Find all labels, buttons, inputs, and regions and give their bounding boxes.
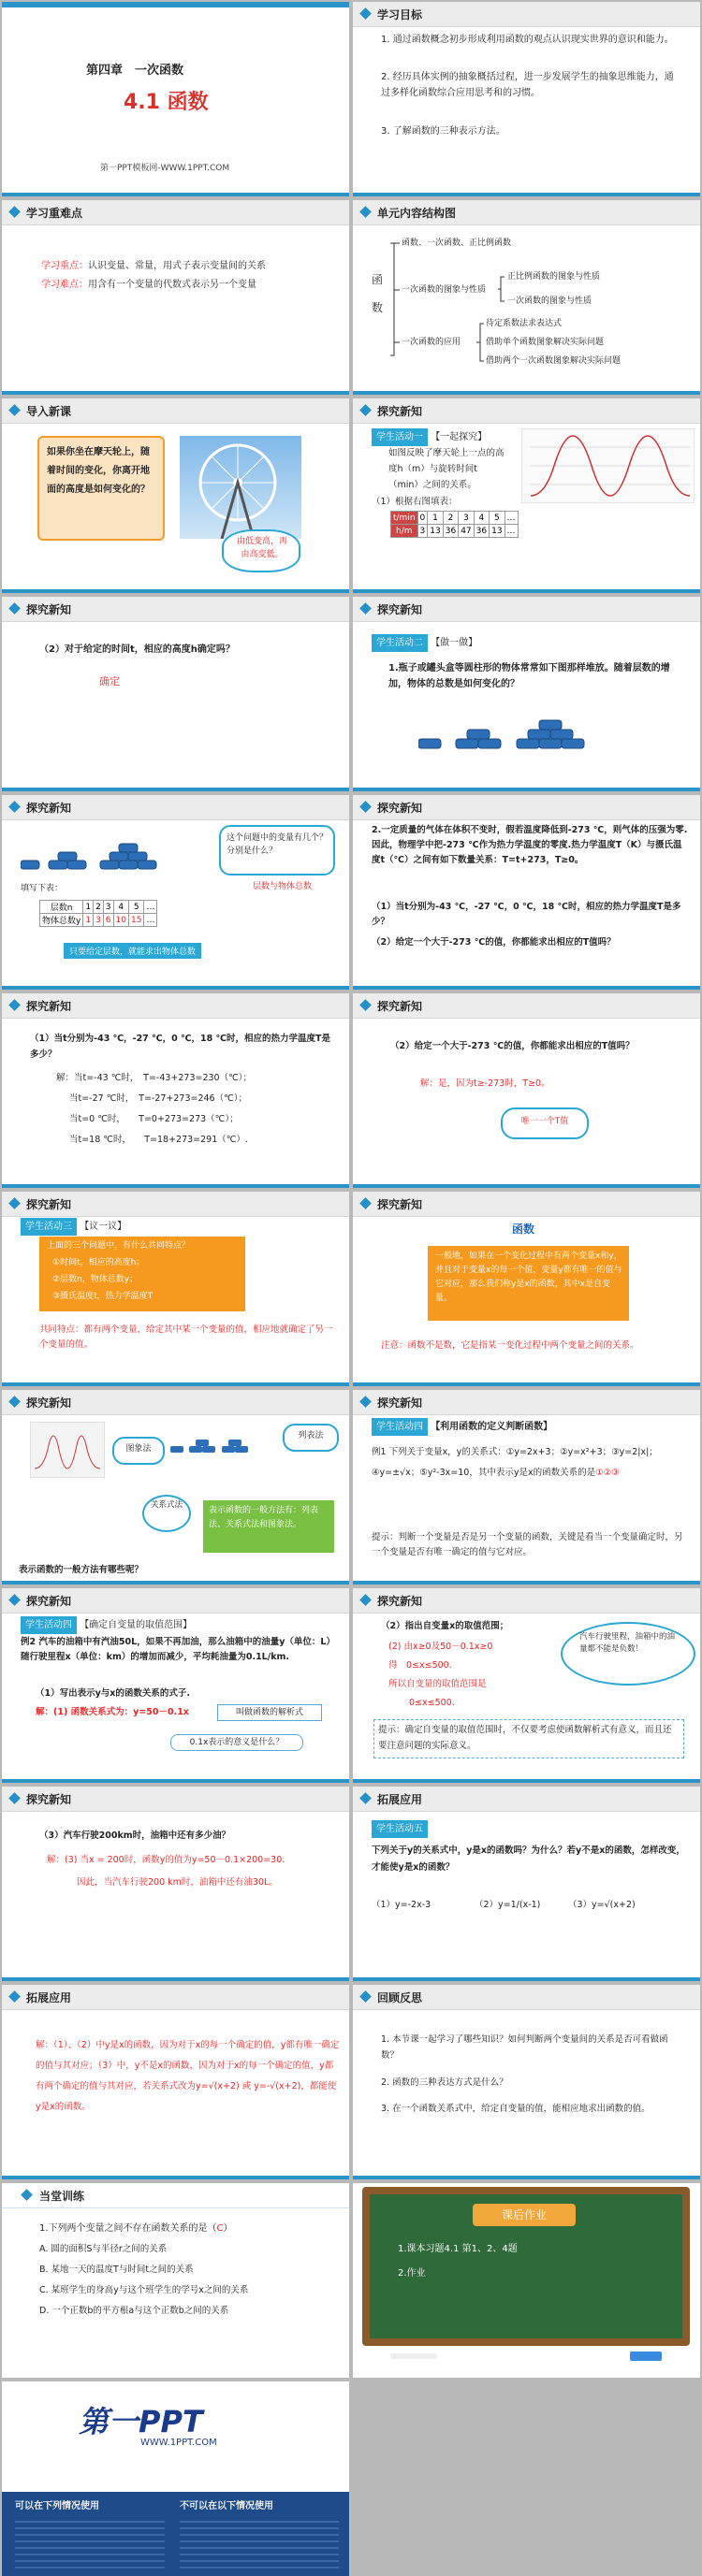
slide-explore-12: [2, 1787, 349, 1981]
key-label: 学习重点：: [41, 261, 88, 271]
diamond-icon: [8, 1990, 21, 2003]
key-text: 认识变量、常量，用式子表示变量间的关系: [88, 261, 266, 271]
diamond-icon: [359, 1990, 372, 2003]
node-mid-b: 一次函数的图象与性质: [507, 297, 592, 306]
question: 下列关于y的关系式中，y是x的函数吗？为什么？若y不是x的函数，怎样改变，才能使y是x的函数？: [372, 1845, 685, 1873]
slide-practice: [2, 2183, 349, 2378]
option: B. 某地一天的温度T与时间t之间的关系: [39, 2265, 194, 2275]
homework-item: 1.课本习题4.1 第1、2、4题: [398, 2244, 518, 2254]
diamond-icon: [8, 1197, 21, 1209]
diamond-icon: [21, 2189, 33, 2201]
activity-tag: 学生活动四: [21, 1616, 77, 1634]
slide-header: 探究新知: [377, 802, 423, 815]
site-url: WWW.1PPT.COM: [140, 2438, 217, 2448]
summary: 共同特点：都有两个变量，给定其中某一个变量的值，相应地就确定了另一个变量的值。: [39, 1324, 333, 1350]
slide-objectives: [353, 2, 700, 196]
option: C. 某班学生的身高y与这个班学生的学号x之间的关系: [39, 2285, 249, 2295]
slide-header: 探究新知: [26, 1198, 72, 1211]
slide-header: 探究新知: [377, 603, 423, 616]
solution-line: (2) 由x≥0及50－0.1x≥0: [388, 1642, 493, 1652]
node-top: 函数、一次函数、正比例函数: [402, 239, 512, 248]
slide-definition: [353, 1192, 700, 1386]
option: （2）y=1/(x-1): [475, 1900, 541, 1910]
slide-header: 探究新知: [26, 1595, 72, 1608]
discuss-box: 上面的三个问题中，有什么共同特点？ ①时间t，相应的高度h； ②层数n，物体总数y； ③摄氏温度t，热力学温度T: [39, 1237, 245, 1311]
slide-explore-10: [2, 1588, 349, 1783]
logo-area: [2, 2381, 349, 2492]
slide-title: [2, 2, 349, 196]
solution-line: 当t=-27 ℃时， T=-27+273=246（℃）；: [69, 1093, 248, 1104]
review-item: 1. 本节课一起学习了哪些知识？如何判断两个变量间的关系是否可看做函数？: [381, 2034, 668, 2061]
question-1: （1）当t分别为-43 ℃，-27 ℃，0 ℃，18 ℃时，相应的热力学温度T是多少？: [372, 902, 681, 927]
question-bubble: 这个问题中的变量有几个？分别是什么？: [219, 825, 335, 876]
slide-header: 探究新知: [377, 1198, 423, 1211]
chapter-label: 第四章 一次函数: [86, 64, 184, 78]
stack-table: 层数n 1 2 3 4 5 … 物体总数y 1 3 6 10 15 …: [39, 900, 157, 927]
homework-title: 课后作业: [473, 2204, 576, 2226]
activity-title: 【确定自变量的取值范围】: [80, 1620, 193, 1630]
option: （3）y=√(x+2): [568, 1900, 636, 1910]
diamond-icon: [8, 1594, 21, 1606]
activity-title: 【利用函数的定义判断函数】: [431, 1422, 553, 1432]
question: （1）当t分别为-43 ℃，-27 ℃，0 ℃，18 ℃时，相应的热力学温度T是多少？: [30, 1034, 331, 1060]
warning-bubble: 汽车行驶里程，油箱中的油量都不能是负数！: [561, 1622, 695, 1686]
height-time-graph: [521, 428, 695, 503]
diamond-icon: [359, 1197, 372, 1209]
slide-header: 探究新知: [377, 1397, 423, 1410]
homework-item: 2.作业: [398, 2268, 426, 2279]
graph-thumbnail: [30, 1422, 105, 1478]
formula-name-box: 叫做函数的解析式: [217, 1704, 322, 1721]
forbidden-list: [180, 2516, 339, 2569]
blackboard-frame: [362, 2187, 690, 2346]
meaning-box: 0.1x表示的意义是什么？: [170, 1734, 303, 1751]
fill-instruction: 填写下表：: [21, 884, 64, 893]
slide-header: 拓展应用: [377, 1793, 423, 1806]
definition-box: 一般地，如果在一个变化过程中有两个变量x和y，并且对于变量x的每一个值，变量y都有唯一的值与它对应，那么我们称y是x的函数，其中x是自变量。: [428, 1246, 629, 1321]
slide-explore-9: [353, 1390, 700, 1585]
cylinder-stacks: [418, 702, 634, 761]
slide-header: 学习重难点: [26, 207, 83, 220]
diamond-icon: [8, 1396, 21, 1408]
diamond-icon: [359, 602, 372, 615]
option: D. 一个正数b的平方根a与这个正数b之间的关系: [39, 2306, 229, 2316]
slide-header: 导入新课: [26, 405, 72, 418]
question-box: 如果你坐在摩天轮上，随着时间的变化，你离开地面的高度是如何变化的？: [37, 436, 165, 541]
diamond-icon: [8, 206, 21, 218]
answer: 层数与物体总数: [253, 882, 313, 891]
solution-line: 0≤x≤500.: [409, 1698, 455, 1708]
usage-allowed-title: 可以在下列情况使用: [15, 2501, 99, 2511]
question: （2）给定一个大于-273 ℃的值，你都能求出相应的T值吗？: [390, 1041, 635, 1051]
answer: 解：是，因为t≥-273时，T≥0。: [420, 1078, 550, 1089]
slide-header: 学习目标: [377, 8, 423, 22]
slide-explore-2: [2, 597, 349, 791]
cylinder-stacks: [21, 832, 208, 883]
chalk: [390, 2353, 437, 2359]
solution-line: 当t=0 ℃时， T=0+273=273（℃）；: [69, 1114, 239, 1124]
diamond-icon: [8, 404, 21, 416]
solution-line: 所以自变量的取值范围是: [388, 1679, 487, 1689]
slide-header: 探究新知: [26, 1000, 72, 1013]
note: 注意：函数不是数，它是指某一变化过程中两个变量之间的关系。: [381, 1340, 639, 1351]
diamond-icon: [359, 999, 372, 1011]
question: 1.瓶子或罐头盒等圆柱形的物体常常如下图那样堆放。随着层数的增加，物体的总数是如何变化的？: [388, 663, 670, 689]
ferris-wheel-image: [180, 436, 301, 539]
question-2: （2）给定一个大于-273 ℃的值，你都能求出相应的T值吗？: [372, 937, 616, 948]
slide-explore-6: [2, 993, 349, 1188]
objective-1: 1. 通过函数概念初步形成利用函数的观点认识现实世界的意识和能力。: [381, 35, 674, 45]
question: （2）指出自变量x的取值范围；: [381, 1621, 509, 1631]
node-mid: 一次函数的图象与性质: [402, 285, 487, 295]
diamond-icon: [359, 801, 372, 813]
slide-representation: [2, 1390, 349, 1585]
usage-forbidden-title: 不可以在以下情况使用: [180, 2501, 273, 2511]
site-logo: 第一PPT: [79, 2404, 203, 2439]
review-item: 2. 函数的三种表达方式是什么？: [381, 2077, 508, 2088]
slide-explore-3: [353, 597, 700, 791]
slide-end: [2, 2381, 349, 2576]
question: （1）写出表示y与x的函数关系的式子.: [36, 1688, 191, 1699]
question: （3）汽车行驶200km时，油箱中还有多少油？: [39, 1831, 231, 1841]
slide-header: 拓展应用: [26, 1991, 72, 2004]
formula-method-bubble: 关系式法: [142, 1495, 191, 1532]
slide-header: 当堂训练: [39, 2190, 85, 2203]
review-item: 3. 在一个函数关系式中，给定自变量的值，能相应地求出函数的值。: [381, 2104, 651, 2114]
diamond-icon: [8, 602, 21, 615]
slide-header: 探究新知: [377, 1000, 423, 1013]
slide-header: 探究新知: [26, 802, 72, 815]
diamond-icon: [359, 404, 372, 416]
node-bot-c: 借助两个一次函数图象解决实际问题: [486, 356, 622, 366]
activity-tag: 学生活动一: [372, 428, 428, 446]
diamond-icon: [8, 999, 21, 1011]
slide-extension-1: [353, 1787, 700, 1981]
slide-explore-8: [2, 1192, 349, 1386]
unique-bubble: 唯一一个T值: [501, 1107, 589, 1139]
note-banner: 只要给定层数，就能求出物体总数: [64, 943, 201, 959]
answer-bubble: 由低变高，再由高变低。: [222, 529, 300, 572]
description: 如图反映了摩天轮上一点的高度h（m）与旋转时间t（min）之间的关系。: [388, 448, 505, 490]
activity-tag: 学生活动三: [21, 1218, 77, 1236]
example: 例1 下列关于变量x，y的关系式：①y=2x+3；②y=x²+3；③y=2|x|；④y=±√x；⑤y²-3x=10，其中表示y是x的函数关系的是①②③: [372, 1447, 658, 1478]
answer: 解：(1) 函数关系式为：y=50－0.1x: [36, 1707, 189, 1717]
diamond-icon: [8, 801, 21, 813]
slide-explore-11: [353, 1588, 700, 1783]
cylinder-stacks: [170, 1427, 255, 1459]
slide-explore-4: [2, 795, 349, 990]
solution-line: 解：当t=-43 ℃时， T=-43+273=230（℃）；: [56, 1073, 253, 1083]
blackboard: [370, 2194, 682, 2338]
option: （1）y=-2x-3: [372, 1900, 431, 1910]
diamond-icon: [359, 7, 372, 20]
activity-title: 【做一做】: [431, 638, 478, 648]
diamond-icon: [359, 1594, 372, 1606]
slide-key-points: [2, 200, 349, 395]
practice-question: 1.下列两个变量之间不存在函数关系的是（C）: [39, 2223, 233, 2234]
definition-title: 函数: [512, 1223, 535, 1236]
table-method-bubble: 列表法: [283, 1424, 339, 1452]
slide-header: 单元内容结构图: [377, 207, 457, 220]
option: A. 圆的面积S与半径r之间的关系: [39, 2244, 168, 2254]
slide-header: 探究新知: [26, 603, 72, 616]
node-bot-a: 待定系数法求表达式: [486, 319, 563, 328]
answer: 确定: [99, 675, 120, 687]
activity-title: 【一起探究】: [431, 432, 488, 442]
answer: 因此，当汽车行驶200 km时，油箱中还有油30L。: [77, 1877, 278, 1888]
allowed-list: [15, 2516, 165, 2569]
slide-explore-7: [353, 993, 700, 1188]
activity-title: 【议一议】: [80, 1222, 127, 1232]
tip-box: 提示：确定自变量的取值范围时，不仅要考虑使函数解析式有意义，而且还要注意问题的实际意义。: [373, 1719, 684, 1758]
answer: 解：(3) 当x = 200时，函数y的值为y=50－0.1×200=30.: [47, 1855, 285, 1865]
objective-2: 2. 经历具体实例的抽象概括过程，进一步发展学生的抽象思维能力，通过多样化函数综合应用思考和的习惯。: [381, 72, 674, 98]
slide-header: 探究新知: [377, 405, 423, 418]
slide-header: 探究新知: [377, 1595, 423, 1608]
eraser: [630, 2352, 662, 2361]
fill-instruction: （1）根据右图填表：: [372, 497, 458, 507]
activity-tag: 学生活动五: [372, 1820, 428, 1838]
graph-method-bubble: 图象法: [112, 1437, 165, 1465]
summary-box: 表示函数的一般方法有：列表法、关系式法和图象法。: [203, 1500, 334, 1553]
tip: 提示：判断一个变量是否是另一个变量的函数，关键是看当一个变量确定时，另一个变量是否有唯一确定的值与它对应。: [372, 1532, 683, 1557]
usage-panel: [2, 2492, 349, 2576]
diamond-icon: [359, 1396, 372, 1408]
credit-text: 第一PPT模板网-WWW.1PPT.COM: [100, 164, 230, 173]
slide-intro: [2, 398, 349, 593]
diamond-icon: [359, 1792, 372, 1804]
node-mid-a: 正比例函数的图象与性质: [507, 272, 601, 282]
node-bot: 一次函数的应用: [402, 338, 461, 347]
objective-3: 3. 了解函数的三种表示方法。: [381, 126, 505, 137]
diamond-icon: [8, 1792, 21, 1804]
activity-tag: 学生活动四: [372, 1418, 428, 1436]
question: 表示函数的一般方法有哪些呢？: [19, 1565, 144, 1575]
slide-extension-2: [2, 1985, 349, 2179]
answer: 解：（1）、（2）中y是x的函数，因为对于x的每一个确定的值，y都有唯一确定的值与其对应；（3）中，y不是x的函数，因为对于x的每一个确定的值，y都有两个确定的值与其对应，若关系式改为y=√(x+2) 或 y=-√(x+2)，都能使y是x的函数。: [36, 2040, 340, 2112]
question: （2）对于给定的时间t，相应的高度h确定吗？: [39, 644, 235, 655]
hard-text: 用含有一个变量的代数式表示另一个变量: [88, 280, 256, 290]
solution-line: 当t=18 ℃时， T=18+273=291（℃）.: [69, 1135, 248, 1145]
hard-label: 学习难点：: [41, 280, 88, 290]
node-bot-b: 借助单个函数图象解决实际问题: [486, 338, 605, 347]
root-node: 函数: [372, 273, 384, 314]
example: 例2 汽车的油箱中有汽油50L，如果不再加油，那么油箱中的油量y（单位：L）随行驶里程x（单位：km）的增加而减少，平均耗油量为0.1L/km.: [21, 1637, 335, 1662]
slide-review: [353, 1985, 700, 2179]
slide-main-title: 4.1 函数: [124, 91, 209, 114]
activity-tag: 学生活动二: [372, 634, 428, 652]
slide-header: 探究新知: [26, 1793, 72, 1806]
height-table: t/min 0 1 2 3 4 5 … h/m 3 13 36 47 36 13 …: [390, 511, 519, 538]
slide-explore-1: [353, 398, 700, 593]
slide-header: 回顾反思: [377, 1991, 423, 2004]
slide-structure: [353, 200, 700, 395]
slide-homework: [353, 2183, 700, 2378]
paragraph: 2.一定质量的气体在体积不变时，假若温度降低到-273 ℃，则气体的压强为零.因此，物理学中把-273 ℃作为热力学温度的零度.热力学温度T（K）与摄氏温度t（℃）之间有如下数量关系：T=t+273，T≥0。: [372, 825, 688, 865]
solution-line: 得 0≤x≤500.: [388, 1660, 452, 1671]
slide-header: 探究新知: [26, 1397, 72, 1410]
slide-explore-5: [353, 795, 700, 990]
